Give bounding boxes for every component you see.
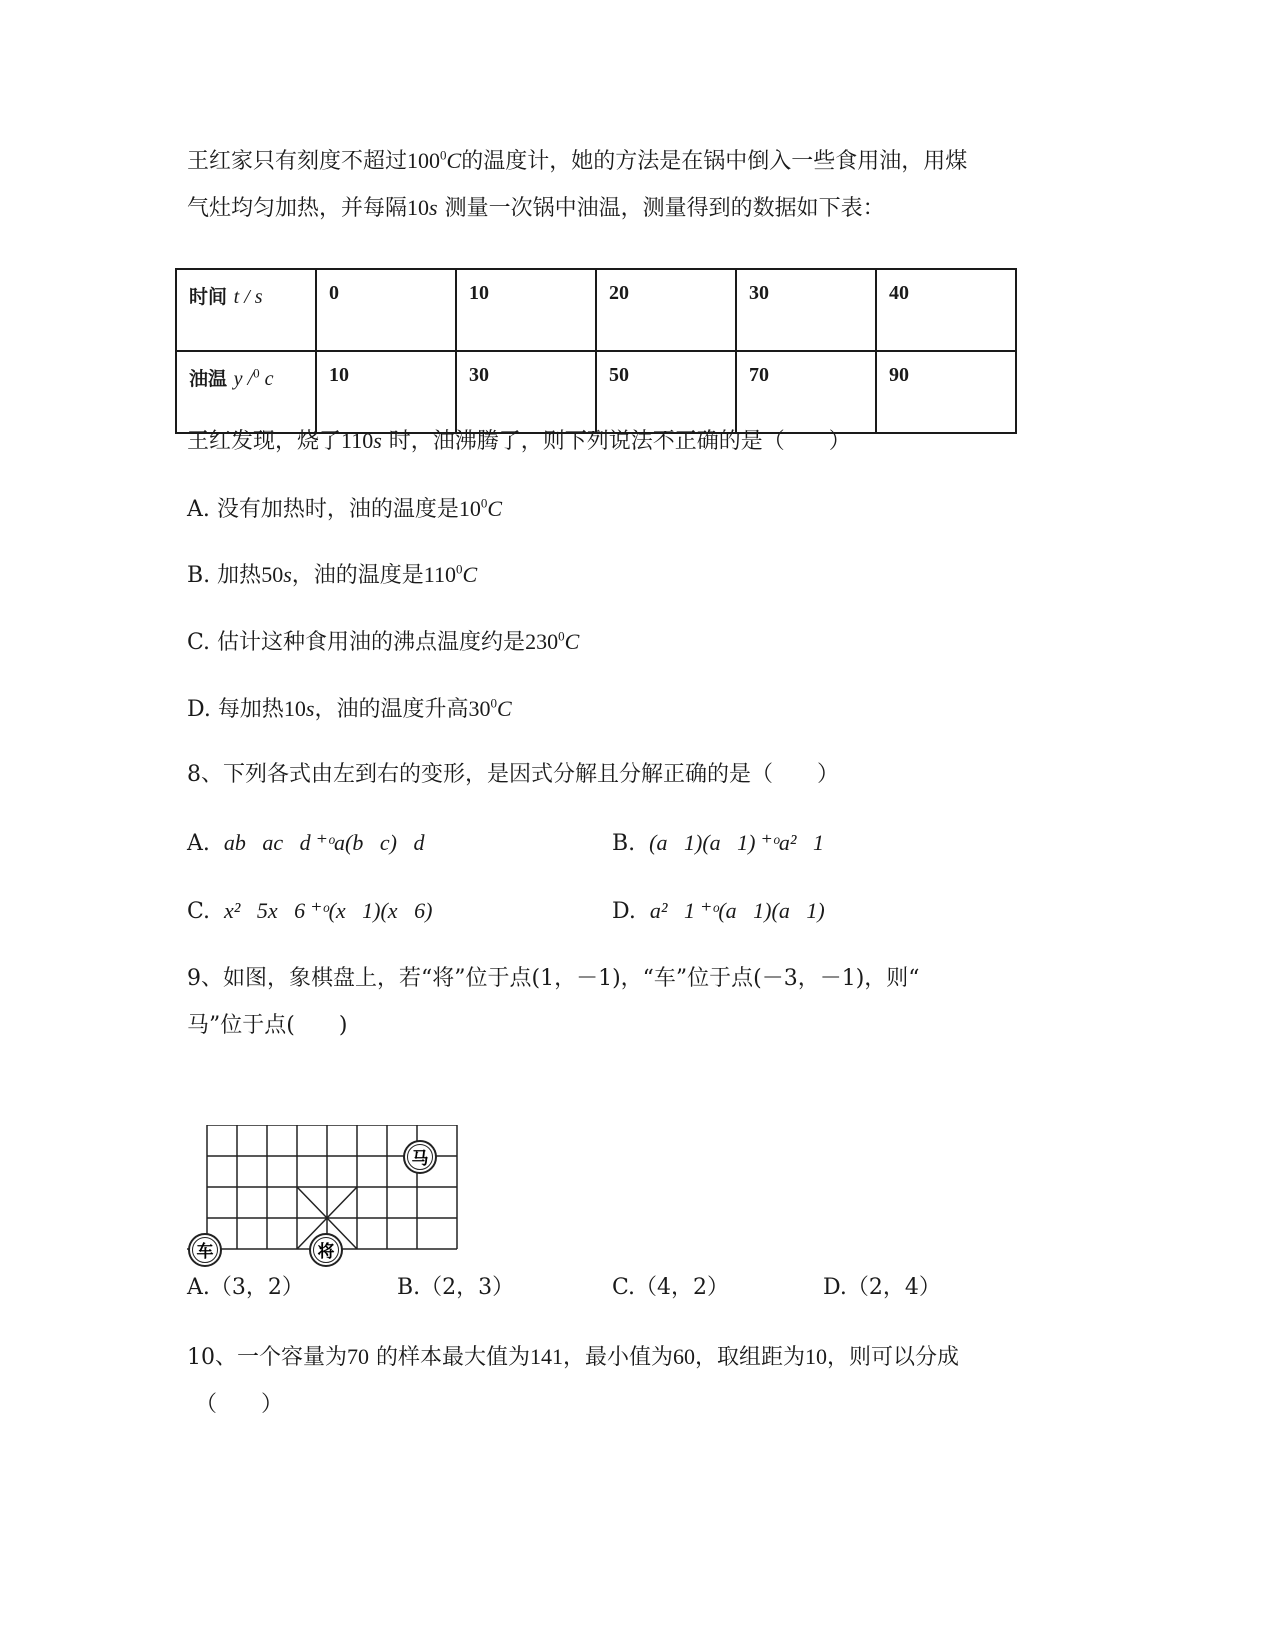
text: ，油的温度是	[291, 563, 424, 588]
number: 70	[347, 1344, 369, 1369]
option-label: A.	[187, 497, 210, 522]
option-label: C.	[187, 899, 211, 924]
text: 10、一个容量为	[187, 1345, 347, 1370]
q9-option-b: B.（2，3）	[397, 1275, 515, 1300]
piece-jiang-label: 将	[317, 1242, 335, 1262]
number: 30	[468, 696, 491, 721]
text: 测量一次锅中油温，测量得到的数据如下表：	[437, 196, 885, 221]
number: 60	[673, 1344, 696, 1369]
unit: C	[487, 496, 503, 521]
q7-option-a	[187, 494, 502, 525]
q9-stem-line-1: 9、如图，象棋盘上，若“将”位于点(1，－1)，“车”位于点(－3，－1)，则“	[187, 966, 920, 991]
q9-option-c: C.（4，2）	[612, 1275, 730, 1300]
text: 的温度计，她的方法是在锅中倒入一些食用油，用煤	[461, 149, 968, 174]
text: 王红家只有刻度不超过	[187, 149, 408, 174]
q9-option-d: D.（2，4）	[823, 1275, 941, 1300]
piece-che-label: 车	[196, 1242, 214, 1262]
number: 141	[530, 1344, 563, 1369]
superscript: 0	[558, 628, 565, 644]
table-cell: 70	[736, 351, 876, 433]
number: 230	[525, 629, 559, 654]
table-cell: 30	[456, 351, 596, 433]
unit: C	[446, 148, 462, 173]
table-cell: 40	[876, 269, 1016, 351]
q8-option-a	[187, 828, 424, 859]
q8-option-d	[612, 896, 825, 927]
table-cell: 50	[596, 351, 736, 433]
q10-stem-line-2: （ ）	[195, 1392, 284, 1417]
intro-line-2	[187, 193, 885, 224]
text: 王红发现，烧了	[187, 429, 342, 454]
row-header-time	[176, 269, 316, 351]
text: ，最小值为	[563, 1345, 674, 1370]
table-cell: 30	[736, 269, 876, 351]
table-cell: 0	[316, 269, 456, 351]
number: 100	[407, 148, 441, 173]
number: 10	[283, 696, 306, 721]
option-label: B.	[187, 563, 211, 588]
unit: c	[259, 368, 274, 390]
q8-option-c	[187, 896, 432, 927]
text: 估计这种食用油的沸点温度约是	[217, 630, 526, 655]
unit: y /	[233, 368, 254, 390]
q7-stem	[187, 426, 851, 457]
text: 每加热	[217, 697, 284, 722]
number: 110	[423, 562, 456, 587]
number: 50	[261, 562, 284, 587]
label: 油温	[189, 368, 228, 390]
unit: s	[429, 195, 438, 220]
label: 时间	[189, 286, 228, 308]
superscript: 0	[440, 147, 447, 163]
text: 加热	[217, 563, 262, 588]
q8-stem: 8、下列各式由左到右的变形，是因式分解且分解正确的是（ ）	[187, 762, 839, 787]
q9-stem-line-2: 马”位于点( )	[187, 1013, 348, 1038]
q7-option-c	[187, 627, 579, 658]
unit: s	[283, 562, 292, 587]
unit: s	[373, 428, 382, 453]
text: 没有加热时，油的温度是	[216, 497, 459, 522]
text: ，油的温度升高	[314, 697, 469, 722]
option-label: D.	[612, 899, 636, 924]
piece-che	[189, 1234, 221, 1266]
q10-stem-line-1	[187, 1342, 959, 1373]
number: 10	[407, 195, 430, 220]
table-cell: 10	[456, 269, 596, 351]
text: 时，油沸腾了，则下列说法不正确的是（ ）	[381, 429, 851, 454]
q7-option-b	[187, 560, 477, 591]
number: 10	[458, 496, 481, 521]
temperature-table	[175, 268, 1017, 434]
math-expression: ab ac d ⁺ᵒa(b c) d	[223, 830, 425, 855]
table-row-time	[176, 269, 1016, 351]
table-row-temp	[176, 351, 1016, 433]
unit: C	[564, 629, 580, 654]
option-label: D.	[187, 697, 211, 722]
math-expression: a² 1 ⁺ᵒ(a 1)(a 1)	[649, 898, 825, 923]
option-label: B.	[612, 831, 636, 856]
math-expression: x² 5x 6 ⁺ᵒ(x 1)(x 6)	[224, 898, 433, 923]
number: 10	[805, 1344, 828, 1369]
q7-option-d	[187, 694, 512, 725]
unit: C	[462, 562, 478, 587]
superscript: 0	[490, 695, 497, 711]
table-cell: 20	[596, 269, 736, 351]
piece-ma	[404, 1141, 436, 1173]
piece-jiang	[310, 1234, 342, 1266]
unit: C	[496, 696, 512, 721]
text: ，取组距为	[695, 1345, 806, 1370]
superscript: 0	[480, 495, 488, 511]
chess-board-figure	[187, 1125, 467, 1275]
text: 气灶均匀加热，并每隔	[187, 196, 408, 221]
piece-ma-label: 马	[411, 1149, 429, 1169]
row-header-temp	[176, 351, 316, 433]
table-cell: 90	[876, 351, 1016, 433]
table-cell: 10	[316, 351, 456, 433]
unit: t / s	[233, 286, 263, 308]
unit: s	[305, 696, 315, 721]
option-label: C.	[187, 630, 211, 655]
superscript: 0	[253, 365, 260, 381]
q9-option-a: A.（3，2）	[187, 1275, 304, 1300]
math-expression: (a 1)(a 1) ⁺ᵒa² 1	[649, 830, 824, 855]
text: 的样本最大值为	[369, 1345, 530, 1370]
number: 110	[341, 428, 374, 453]
superscript: 0	[455, 561, 463, 577]
intro-line-1	[187, 146, 967, 177]
option-label: A.	[187, 831, 210, 856]
q8-option-b	[612, 828, 824, 859]
text: ，则可以分成	[827, 1345, 960, 1370]
